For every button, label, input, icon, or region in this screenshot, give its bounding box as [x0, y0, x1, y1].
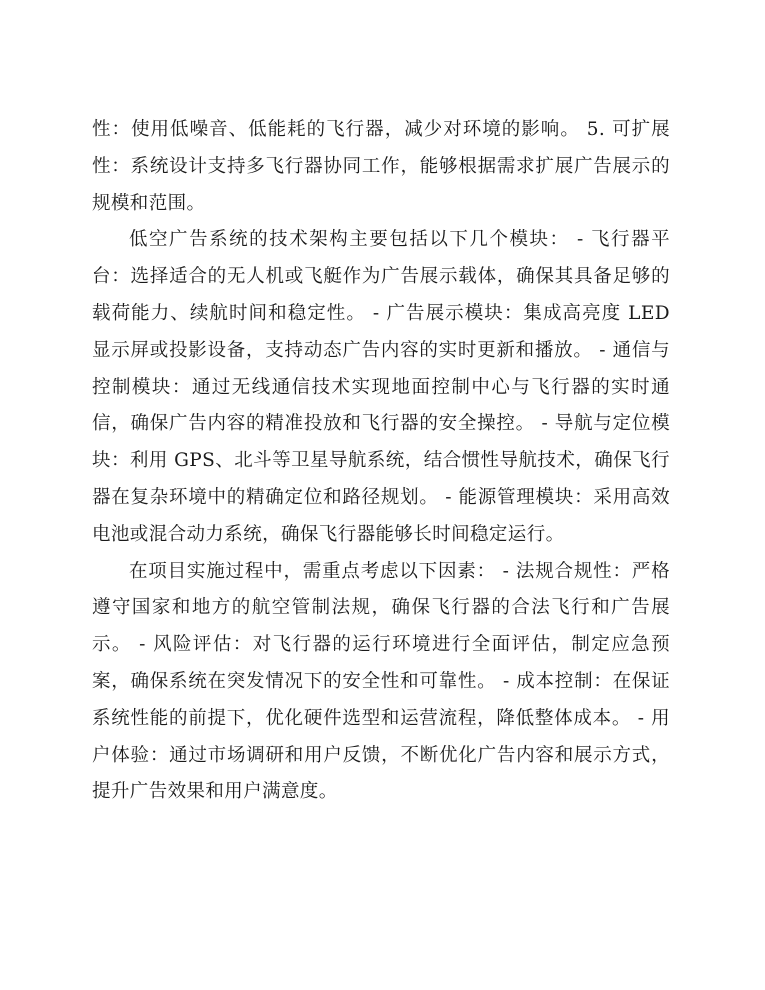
paragraph-environmental-scalability: 性：使用低噪音、低能耗的飞行器，减少对环境的影响。 5. 可扩展性：系统设计支持多飞行器协同工作，能够根据需求扩展广告展示的规模和范围。: [92, 119, 670, 214]
paragraph-implementation-factors: 在项目实施过程中，需重点考虑以下因素： - 法规合规性：严格遵守国家和地方的航空管制法规，确保飞行器的合法飞行和广告展示。 - 风险评估：对飞行器的运行环境进行全面评估，制定应急预案，确保系统在突发情况下的安全性和可靠性。 - 成本控制：在保证系统性能的前提下，优化硬件选型和运营流程，降低整体成本。 - 用户体验：通过市场调研和用户反馈，不断优化广告内容和展示方式，提升广告效果和用户满意度。: [92, 560, 670, 803]
document-body: [92, 112, 670, 811]
paragraph-technical-architecture: 低空广告系统的技术架构主要包括以下几个模块： - 飞行器平台：选择适合的无人机或飞艇作为广告展示载体，确保其具备足够的载荷能力、续航时间和稳定性。 - 广告展示模块：集成高亮度 LED 显示屏或投影设备，支持动态广告内容的实时更新和播放。 - 通信与控制模块：通过无线通信技术实现地面控制中心与飞行器的实时通信，确保广告内容的精准投放和飞行器的安全操控。 - 导航与定位模块：利用 GPS、北斗等卫星导航系统，结合惯性导航技术，确保飞行器在复杂环境中的精确定位和路径规划。 - 能源管理模块：采用高效电池或混合动力系统，确保飞行器能够长时间稳定运行。: [92, 229, 670, 545]
